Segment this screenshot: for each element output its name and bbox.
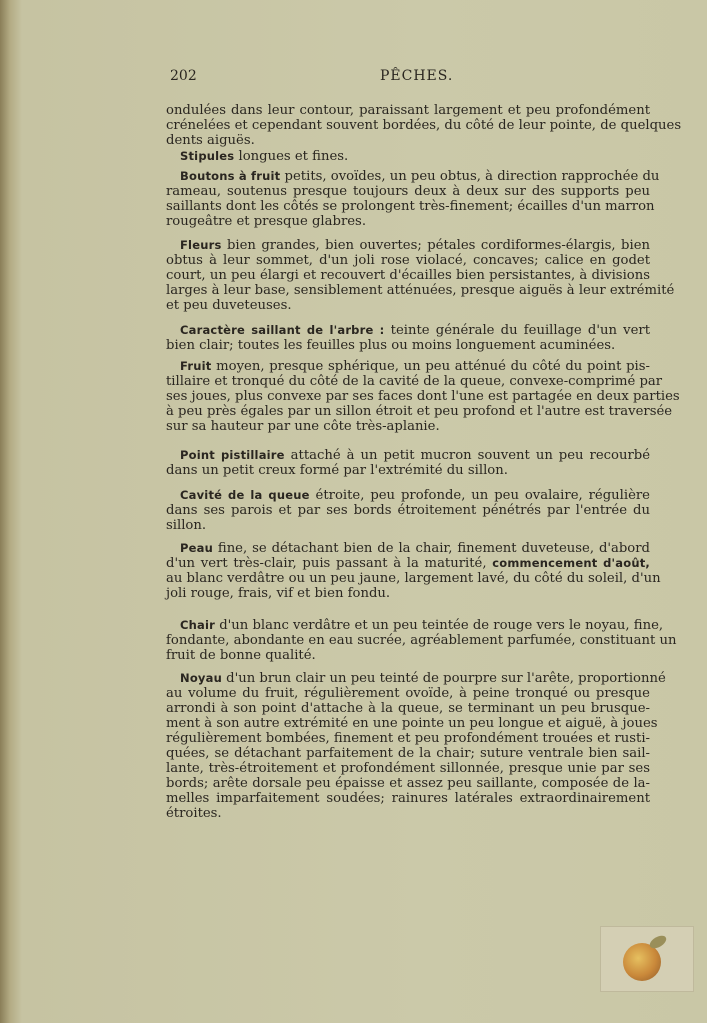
paragraph-term: Noyau <box>180 671 222 685</box>
text-line: sillon. <box>166 518 207 533</box>
paragraph-term: Point pistillaire <box>180 448 285 462</box>
paragraph <box>166 323 650 353</box>
paragraph-term: Caractère saillant de l'arbre : <box>180 323 385 337</box>
paragraph <box>166 488 650 533</box>
text-line: arrondi à son point d'attache à la queue, se terminant un peu brusque- <box>166 701 650 716</box>
text-line: rameau, soutenus presque toujours deux à deux sur des supports peu <box>166 184 650 199</box>
text-line: Noyau d'un brun clair un peu teinté de pourpre sur l'arête, proportionné <box>180 671 666 686</box>
paragraph <box>166 359 680 434</box>
emphasis-date: commencement d'août, <box>492 556 650 570</box>
paragraph <box>166 541 661 601</box>
text-line: régulièrement bombées, finement et peu profondément trouées et rusti- <box>166 731 650 746</box>
paragraph-term: Boutons à fruit <box>180 169 281 183</box>
paragraph <box>166 618 677 663</box>
text-line: quées, se détachant parfaitement de la chair; suture ventrale bien sail- <box>166 746 650 761</box>
paragraph <box>166 103 682 148</box>
text-line: dents aiguës. <box>166 133 255 148</box>
paragraph <box>166 169 660 229</box>
text-line: crénelées et cependant souvent bordées, du côté de leur pointe, de quelques <box>166 118 682 133</box>
text-line: bien clair; toutes les feuilles plus ou moins longuement acuminées. <box>166 338 616 353</box>
text-line: ondulées dans leur contour, paraissant largement et peu profondément <box>166 103 650 118</box>
text-line: court, un peu élargi et recouvert d'écailles bien persistantes, à divisions <box>166 268 650 283</box>
text-line: dans ses parois et par ses bords étroitement pénétrés par l'entrée du <box>166 503 650 518</box>
text-line: à peu près égales par un sillon étroit et peu profond et l'autre est traversée <box>166 404 673 419</box>
paragraph-term: Stipules <box>180 149 235 163</box>
running-title: PÊCHES. <box>380 68 454 84</box>
text-line: sur sa hauteur par une côte très-aplanie. <box>166 419 440 434</box>
text-line: au blanc verdâtre ou un peu jaune, largement lavé, du côté du soleil, d'un <box>166 571 661 586</box>
text-line: Point pistillaire attaché à un petit mucron souvent un peu recourbé <box>180 448 651 463</box>
text-line: melles imparfaitement soudées; rainures latérales extraordinairement <box>166 791 650 806</box>
text-line: et peu duveteuses. <box>166 298 292 313</box>
peach-image <box>623 943 661 981</box>
paragraph-term: Fleurs <box>180 238 222 252</box>
text-line: bords; arête dorsale peu épaisse et assez peu saillante, composée de la- <box>166 776 650 791</box>
text-line: Caractère saillant de l'arbre : teinte générale du feuillage d'un vert <box>180 323 650 338</box>
text-line: Cavité de la queue étroite, peu profonde, un peu ovalaire, régulière <box>180 488 650 503</box>
page-number: 202 <box>170 68 197 84</box>
text-line: Chair d'un blanc verdâtre et un peu teintée de rouge vers le noyau, fine, <box>180 618 664 633</box>
paragraph-term: Peau <box>180 541 213 555</box>
text-line: saillants dont les côtés se prolongent très-finement; écailles d'un marron <box>166 199 655 214</box>
text-line: lante, très-étroitement et profondément sillonnée, presque unie par ses <box>166 761 650 776</box>
text-line: au volume du fruit, régulièrement ovoïde, à peine tronqué ou presque <box>166 686 650 701</box>
paragraph <box>166 671 666 821</box>
text-line: Stipules longues et fines. <box>180 149 349 164</box>
paragraph <box>166 448 650 478</box>
text-line: étroites. <box>166 806 222 821</box>
text-line: ment à son autre extrémité en une pointe un peu longue et aiguë, à joues <box>166 716 658 731</box>
paragraph-term: Chair <box>180 618 216 632</box>
text-line: Peau fine, se détachant bien de la chair, finement duveteuse, d'abord <box>180 541 650 556</box>
text-line: fondante, abondante en eau sucrée, agréablement parfumée, constituant un <box>166 633 677 648</box>
text-line: Boutons à fruit petits, ovoïdes, un peu obtus, à direction rapprochée du <box>180 169 660 184</box>
text-line: Fruit moyen, presque sphérique, un peu atténué du côté du point pis- <box>180 359 650 374</box>
text-line: rougeâtre et presque glabres. <box>166 214 367 229</box>
paragraph-term: Cavité de la queue <box>180 488 310 502</box>
paragraph <box>166 238 675 313</box>
text-line: dans un petit creux formé par l'extrémité du sillon. <box>166 463 508 478</box>
text-line: joli rouge, frais, vif et bien fondu. <box>166 586 391 601</box>
peach-illustration-thumbnail <box>600 926 694 992</box>
paragraph <box>166 149 650 164</box>
text-line: d'un vert très-clair, puis passant à la maturité, commencement d'août, <box>166 556 650 571</box>
text-line: ses joues, plus convexe par ses faces dont l'une est partagée en deux parties <box>166 389 680 404</box>
text-line: fruit de bonne qualité. <box>166 648 316 663</box>
text-line: Fleurs bien grandes, bien ouvertes; pétales cordiformes-élargis, bien <box>180 238 650 253</box>
text-line: obtus à leur sommet, d'un joli rose violacé, concaves; calice en godet <box>166 253 650 268</box>
text-line: tillaire et tronqué du côté de la cavité de la queue, convexe-comprimé par <box>166 374 663 389</box>
text-line: larges à leur base, sensiblement atténuées, presque aiguës à leur extrémité <box>166 283 675 298</box>
paragraph-term: Fruit <box>180 359 212 373</box>
